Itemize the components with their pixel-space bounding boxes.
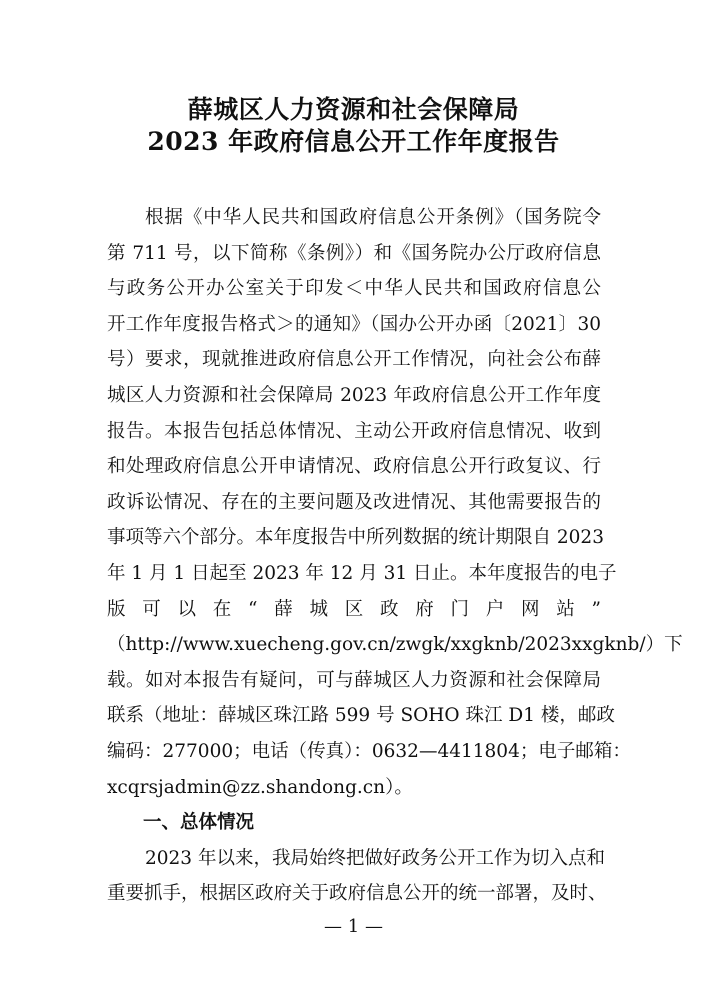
paragraph-line: 政诉讼情况、存在的主要问题及改进情况、其他需要报告的 [107,491,601,513]
paragraph-line: 号）要求，现就推进政府信息公开工作情况，向社会公布薛 [107,349,601,371]
paragraph-line: 载。如对本报告有疑问，可与薛城区人力资源和社会保障局 [107,669,601,691]
paragraph-line: 编码：277000；电话（传真）：0632—4411804；电子邮箱： [107,740,631,762]
page-number: — 1 — [324,916,383,937]
paragraph-line-url: （http://www.xuecheng.gov.cn/zwgk/xxgknb/2023xxgknb/）下 [107,634,683,656]
document-body [107,200,683,912]
paragraph-line: 城区人力资源和社会保障局 2023 年政府信息公开工作年度 [107,384,601,406]
paragraph-line: 事项等六个部分。本年度报告中所列数据的统计期限自 2023 [107,527,604,549]
section-heading: 一、总体情况 [143,812,255,834]
paragraph-line: 2023 年以来，我局始终把做好政务公开工作为切入点和 [145,847,605,869]
paragraph-line: 报告。本报告包括总体情况、主动公开政府信息情况、收到 [107,420,601,442]
paragraph-line: 联系（地址：薛城区珠江路 599 号 SOHO 珠江 D1 楼，邮政 [107,705,615,727]
paragraph-line: 年 1 月 1 日起至 2023 年 12 月 31 日止。本年度报告的电子 [107,562,617,584]
document-title-line-1: 薛城区人力资源和社会保障局 [187,95,520,124]
paragraph-line: 与政务公开办公室关于印发＜中华人民共和国政府信息公 [107,278,601,300]
paragraph-line: 第 711 号，以下简称《条例》）和《国务院办公厅政府信息 [107,242,601,264]
paragraph-line: 重要抓手，根据区政府关于政府信息公开的统一部署，及时、 [107,883,607,905]
paragraph-line: 开工作年度报告格式＞的通知》（国办公开办函〔2021〕30 [107,313,601,335]
paragraph-line: 根据《中华人民共和国政府信息公开条例》（国务院令 [145,207,601,228]
document-title-line-2: 2023 年政府信息公开工作年度报告 [147,127,560,156]
paragraph-line: 和处理政府信息公开申请情况、政府信息公开行政复议、行 [107,456,601,478]
paragraph-line-email: xcqrsjadmin@zz.shandong.cn）。 [107,776,413,798]
paragraph-line: 版可以在“薛城区政府门户网站” [107,598,601,620]
